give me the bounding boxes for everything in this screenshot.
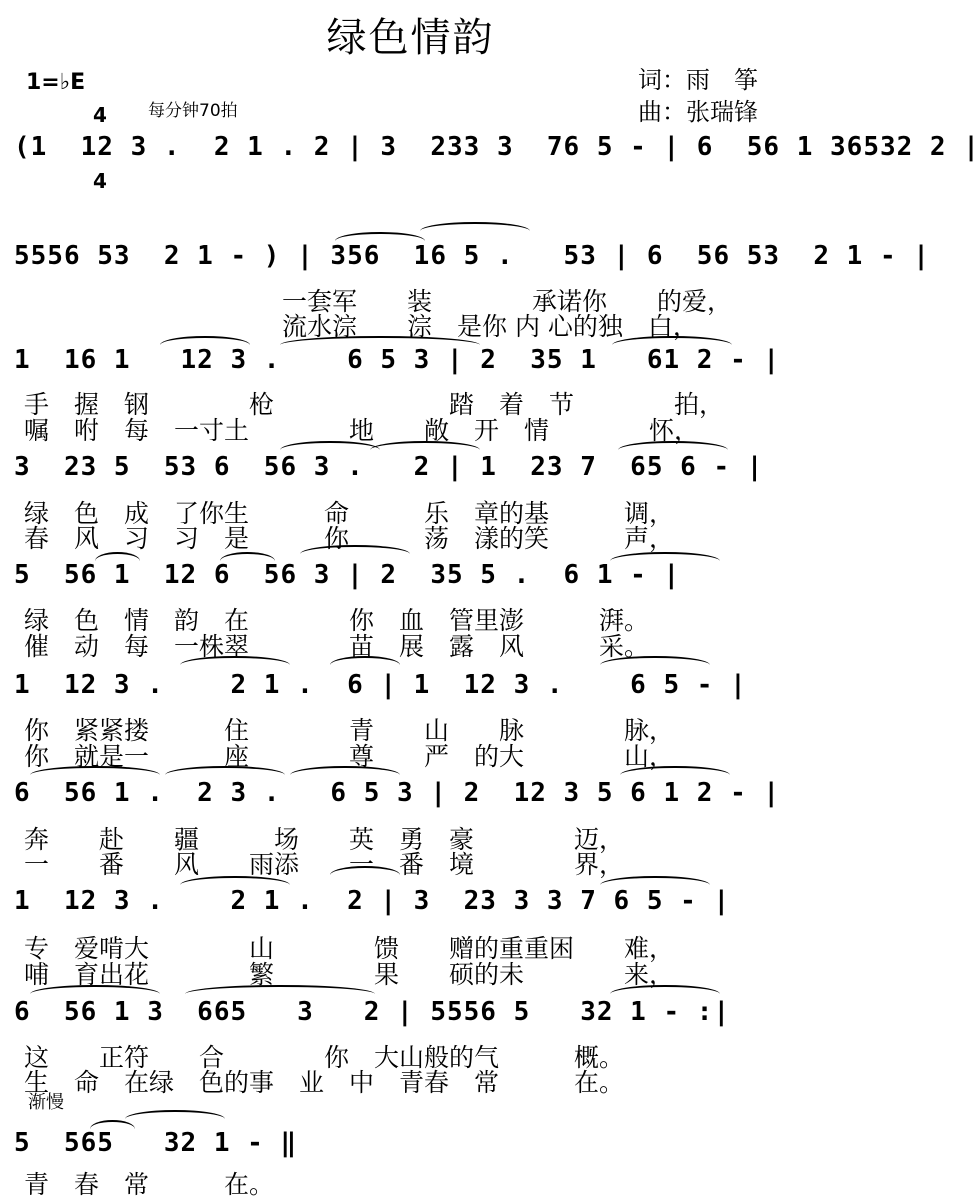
slur (620, 766, 730, 784)
lyricist-credit: 词：雨 筝 (638, 66, 758, 94)
lyric-row-7-verse-1: 奔 赴 疆 场 英 勇 豪 迈， (24, 825, 625, 854)
slur (330, 866, 400, 884)
lyric-row-9-verse-2: 生 命 在绿 色的事 业 中 青春 常 在。 (24, 1068, 625, 1097)
time-signature-top: 4 (93, 103, 107, 127)
lyric-row-4-verse-2: 春 风 习 习 是 你 荡 漾的笑 声， (24, 524, 675, 553)
notation-row-1: (1 12 3 . 2 1 . 2 | 3 233 3 76 5 - | 6 56 1 36532 2 | (14, 132, 980, 162)
slur (165, 766, 285, 784)
notation-row-10: 5 565 32 1 - ‖ (14, 1128, 298, 1158)
slur (220, 552, 275, 570)
lyric-row-5-verse-2: 催 动 每 一株翠 苗 展 露 风 采。 (24, 632, 650, 661)
slur (280, 441, 380, 459)
slur (420, 222, 530, 240)
notation-row-7: 6 56 1 . 2 3 . 6 5 3 | 2 12 3 5 6 1 2 - | (14, 778, 781, 808)
notation-row-3: 1 16 1 12 3 . 6 5 3 | 2 35 1 61 2 - | (14, 345, 781, 375)
slur (290, 766, 400, 784)
lyric-row-9-verse-1: 这 正符 合 你 大山般的气 概。 (24, 1043, 625, 1072)
lyric-row-8-verse-2: 哺 育出花 繁 果 硕的未 来， (24, 960, 675, 989)
lyric-row-2-verse-1: 一套军 装 承诺你 的爱， (282, 287, 733, 316)
slur (95, 552, 140, 570)
notation-row-2: 5556 53 2 1 - ) | 356 16 5 . 53 | 6 56 53 2 1 - | (14, 241, 930, 271)
lyric-row-6-verse-1: 你 紧紧搂 住 青 山 脉 脉， (24, 716, 675, 745)
slur (600, 656, 710, 674)
slur (180, 656, 290, 674)
slur (160, 336, 250, 354)
page-title: 绿色情韵 (326, 15, 495, 61)
notation-row-4: 3 23 5 53 6 56 3 . 2 | 1 23 7 65 6 - | (14, 452, 764, 482)
lyric-row-4-verse-1: 绿 色 成 了你生 命 乐 章的基 调， (24, 499, 675, 528)
lyric-row-2-verse-2: 流水淙 淙 是你 内 心的独 白， (282, 312, 698, 341)
slur (610, 552, 720, 570)
slur (330, 656, 400, 674)
key-signature: 1=♭E (26, 70, 86, 95)
slur (618, 441, 728, 459)
lyric-row-7-verse-2: 一 番 风 雨添 一 番 境 界， (24, 850, 625, 879)
notation-row-9: 6 56 1 3 665 3 2 | 5556 5 32 1 - :| (14, 997, 731, 1027)
lyric-row-3-verse-2: 嘱 咐 每 一寸土 地 敞 开 情 怀， (24, 416, 700, 445)
ritardando-mark: 渐慢 (28, 1092, 64, 1113)
slur (600, 876, 710, 894)
lyric-row-6-verse-2: 你 就是一 座 尊 严 的大 山， (24, 742, 675, 771)
lyric-row-10: 青 春 常 在。 (24, 1170, 275, 1199)
notation-row-8: 1 12 3 . 2 1 . 2 | 3 23 3 3 7 6 5 - | (14, 886, 731, 916)
notation-row-6: 1 12 3 . 2 1 . 6 | 1 12 3 . 6 5 - | (14, 670, 747, 700)
lyric-row-3-verse-1: 手 握 钢 枪 踏 着 节 拍， (24, 390, 725, 419)
slur (30, 985, 160, 1003)
composer-credit: 曲：张瑞锋 (638, 98, 758, 126)
slur (180, 876, 290, 894)
slur (125, 1110, 225, 1128)
lyric-row-8-verse-1: 专 爱啃大 山 馈 赠的重重困 难， (24, 934, 675, 963)
notation-row-5: 5 56 1 12 6 56 3 | 2 35 5 . 6 1 - | (14, 560, 681, 590)
slur (280, 336, 480, 354)
slur (610, 985, 720, 1003)
slur (612, 336, 732, 354)
slur (30, 766, 160, 784)
lyric-row-5-verse-1: 绿 色 情 韵 在 你 血 管里澎 湃。 (24, 606, 650, 635)
slur (370, 441, 480, 459)
slur (300, 545, 410, 563)
slur (185, 985, 375, 1003)
tempo-marking: 每分钟70拍 (148, 101, 238, 121)
time-signature-bottom: 4 (93, 169, 107, 193)
slur (335, 232, 425, 250)
